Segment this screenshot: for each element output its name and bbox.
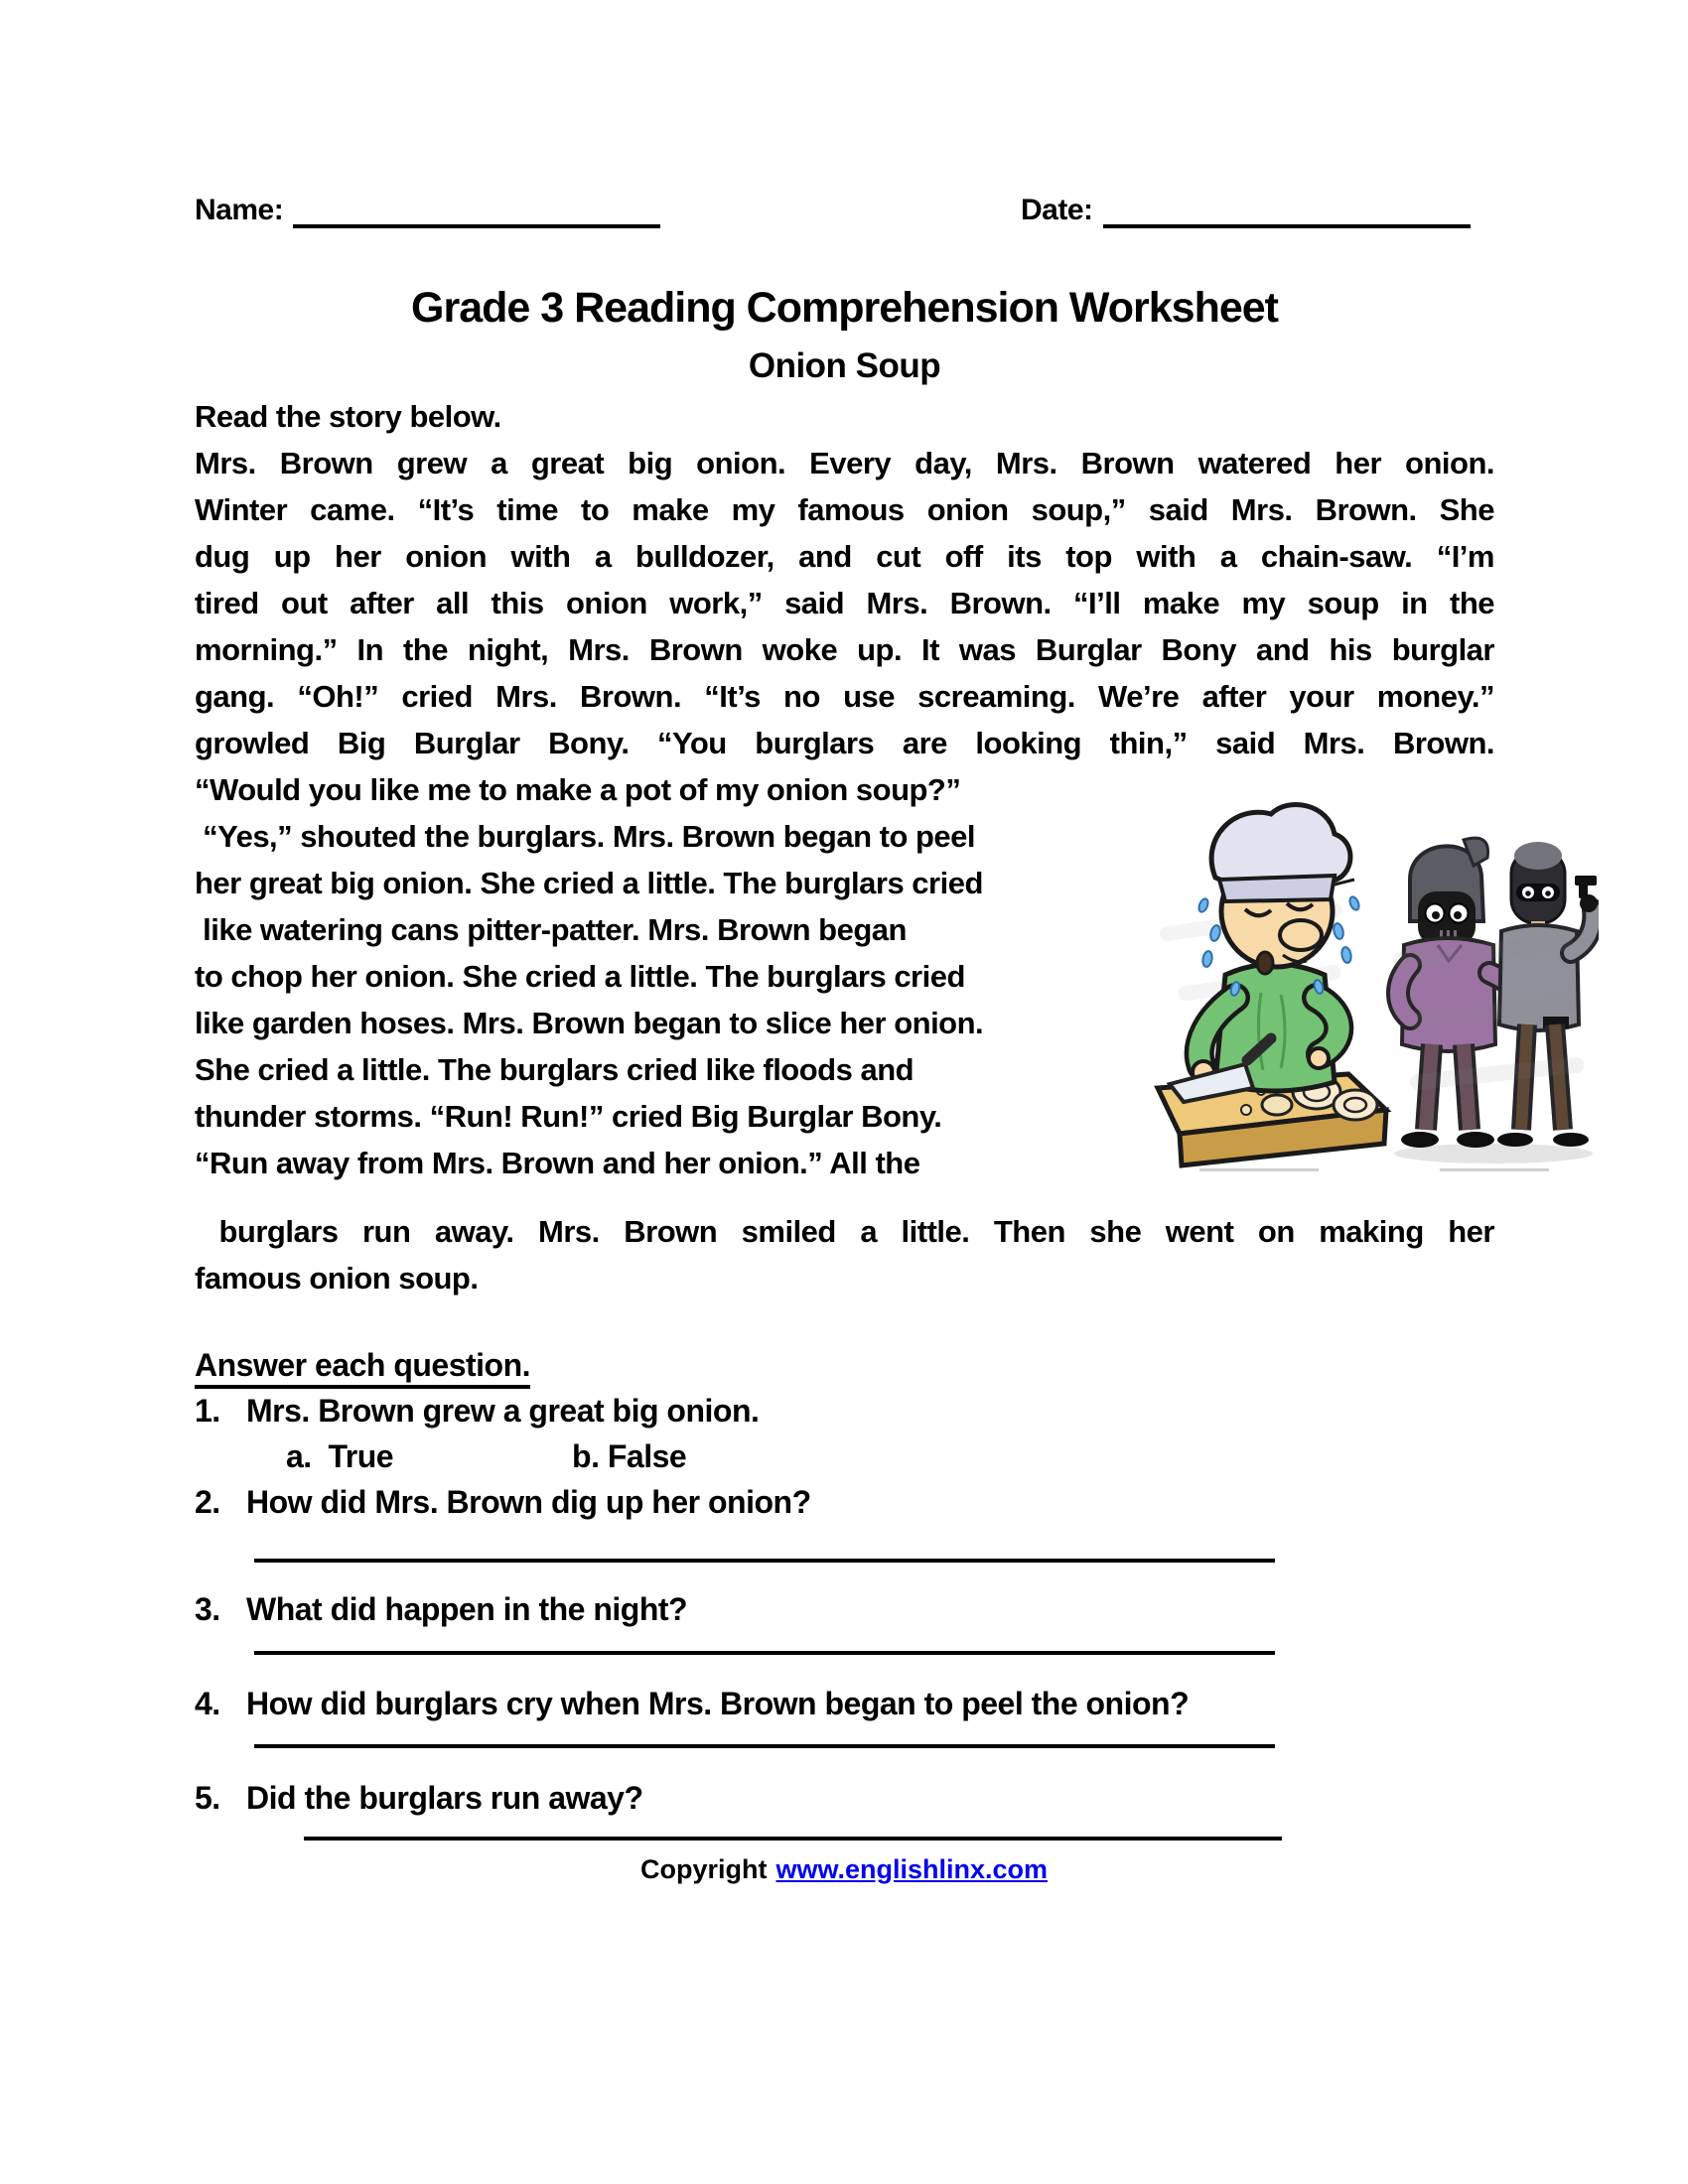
question-number: 4. <box>195 1686 220 1721</box>
question-number: 1. <box>195 1393 220 1429</box>
burglar-right <box>1497 842 1598 1147</box>
answer-line <box>254 1559 1275 1563</box>
story-section <box>195 393 1494 1301</box>
question-text: Mrs. Brown grew a great big onion. <box>246 1393 760 1429</box>
story-line: morning.” In the night, Mrs. Brown woke up. It was Burglar Bony and his burglar <box>195 632 1494 667</box>
story-line: like garden hoses. Mrs. Brown began to slice her onion. <box>195 1006 984 1040</box>
pistol <box>1575 876 1597 898</box>
question-1-options <box>286 1433 686 1479</box>
story-line: tired out after all this onion work,” said Mrs. Brown. “I’ll make my soup in the <box>195 586 1494 620</box>
story-line: like watering cans pitter-patter. Mrs. Brown began <box>195 912 907 947</box>
footer <box>0 1852 1688 1886</box>
story-line: She cried a little. The burglars cried like floods and <box>195 1052 914 1087</box>
story-instruction: Read the story below. <box>195 399 501 434</box>
copyright-label: Copyright <box>639 1854 768 1884</box>
story-line: gang. “Oh!” cried Mrs. Brown. “It’s no use screaming. We’re after your money.” <box>195 679 1494 714</box>
story-illustration <box>1150 794 1599 1177</box>
answer-line <box>304 1837 1282 1841</box>
story-line: Winter came. “It’s time to make my famous onion soup,” said Mrs. Brown. She <box>195 492 1494 527</box>
date-field-group <box>1021 191 1471 228</box>
question-number: 3. <box>195 1591 220 1627</box>
story-line: “Would you like me to make a pot of my onion soup?” <box>195 772 961 807</box>
question-text: How did burglars cry when Mrs. Brown began to peel the onion? <box>246 1686 1190 1721</box>
name-field-group <box>195 191 660 228</box>
story-line: Mrs. Brown grew a great big onion. Every day, Mrs. Brown watered her onion. <box>195 446 1494 480</box>
question-2 <box>195 1479 811 1525</box>
story-line: her great big onion. She cried a little. The burglars cried <box>195 866 983 900</box>
option-false: b. False <box>572 1438 687 1474</box>
story-title: Onion Soup <box>748 346 941 385</box>
chef-hat <box>1211 804 1350 901</box>
story-line: dug up her onion with a bulldozer, and cut off its top with a chain-saw. “I’m <box>195 539 1494 574</box>
question-5 <box>195 1775 643 1821</box>
story-wrap-region <box>195 766 1494 1186</box>
story-line: burglars run away. Mrs. Brown smiled a little. Then she went on making her <box>195 1214 1494 1249</box>
date-label: Date: <box>1021 194 1093 226</box>
question-text: Did the burglars run away? <box>246 1780 643 1816</box>
englishlinx-link[interactable]: www.englishlinx.com <box>775 1854 1049 1884</box>
name-label: Name: <box>195 194 284 226</box>
story-line: growled Big Burglar Bony. “You burglars are looking thin,” said Mrs. Brown. <box>195 726 1494 760</box>
question-text: What did happen in the night? <box>246 1591 688 1627</box>
answer-line <box>254 1651 1275 1655</box>
story-illustration-svg <box>1150 794 1599 1177</box>
story-line: famous onion soup. <box>195 1261 479 1296</box>
answer-line <box>254 1744 1275 1748</box>
story-line: to chop her onion. She cried a little. The burglars cried <box>195 959 965 994</box>
burglars-clipart <box>1392 838 1598 1171</box>
question-text: How did Mrs. Brown dig up her onion? <box>246 1484 811 1520</box>
questions-header: Answer each question. <box>195 1342 530 1388</box>
story-line: thunder storms. “Run! Run!” cried Big Burglar Bony. <box>195 1099 942 1134</box>
name-blank-line <box>293 191 660 228</box>
date-blank-line <box>1103 191 1471 228</box>
page-title: Grade 3 Reading Comprehension Worksheet <box>411 284 1278 332</box>
question-3 <box>195 1586 687 1632</box>
question-number: 5. <box>195 1780 220 1816</box>
question-4 <box>195 1681 1189 1726</box>
clipart-caption-left <box>1199 1168 1319 1171</box>
story-line: “Run away from Mrs. Brown and her onion.” All the <box>195 1146 920 1180</box>
clipart-caption-right <box>1440 1168 1549 1171</box>
question-1 <box>195 1388 759 1433</box>
story-line: “Yes,” shouted the burglars. Mrs. Brown began to peel <box>195 819 976 854</box>
question-number: 2. <box>195 1484 220 1520</box>
option-true: a. True <box>286 1438 394 1474</box>
